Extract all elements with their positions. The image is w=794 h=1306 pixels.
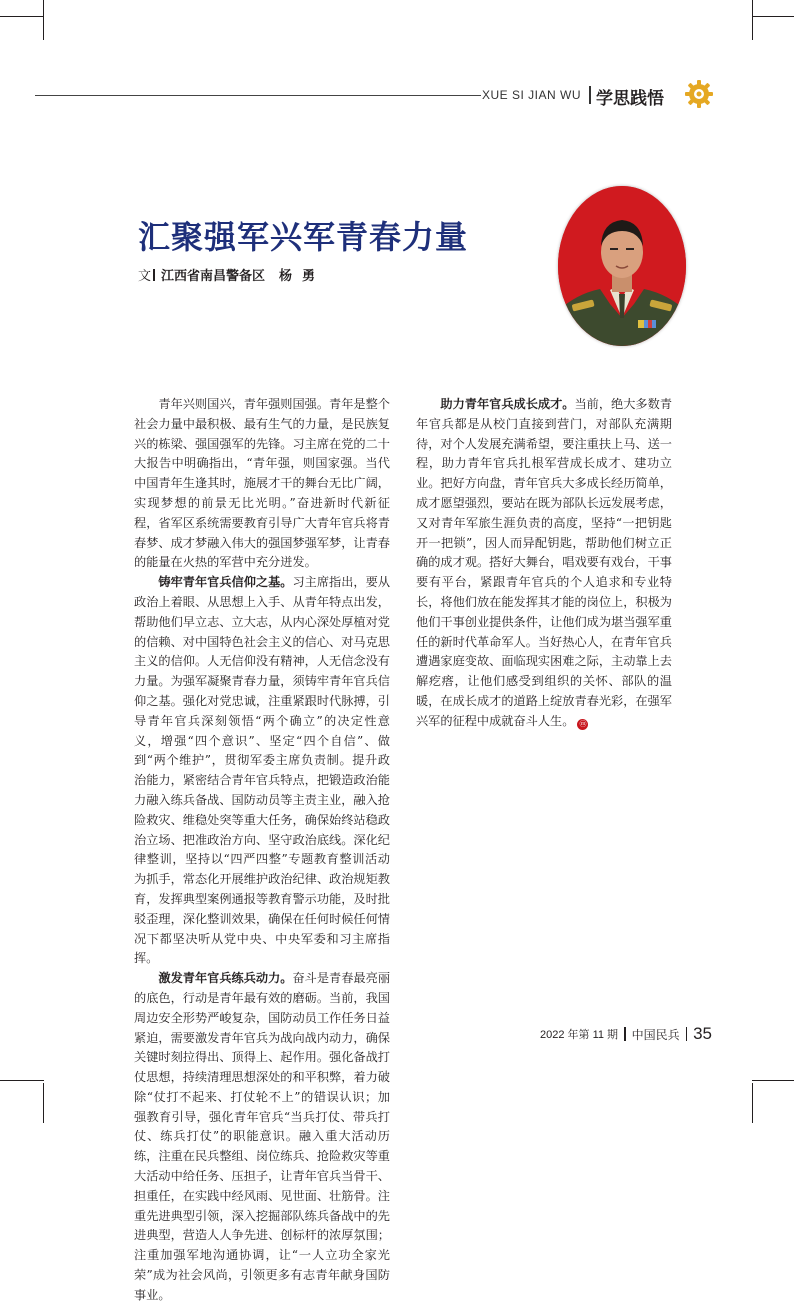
header-divider: [589, 86, 591, 104]
section-heading: 助力青年官兵成长成才。: [440, 397, 575, 411]
section-text: 习主席指出，要从政治上着眼、从思想上入手、从青年特点出发，帮助他们早立志、立大志，从内心深处厚植对党的信赖、对中国特色社会主义的信心、对马克思主义的信仰。人无信仰没有精神，人无信念没有力量。为强军凝聚青春力量，须铸牢青年官兵信仰之基。强化对党忠诚，注重紧跟时代脉搏，引导青年官兵深刻领悟“两个确立”的决定性意义，增强“四个意识”、坚定“四个自信”、做到“两个维护”，贯彻军委主席负责制。提升政治能力，紧密结合青年官兵特点，把锻造政治能力融入练兵备战、国防动员等主责主业，融入抢险救灾、维稳处突等重大任务，确保始终站稳政治立场、把准政治方向、坚守政治底线。深化纪律整训，坚持以“四严四整”专题教育整训活动为抓手，常态化开展维护政治纪律、政治规矩教育，发挥典型案例通报等教育警示功能，及时批驳歪理，深化整训效果，确保在任何时候任何情况下都坚决听从党中央、中央军委和习主席指挥。: [134, 575, 391, 966]
page-footer: [540, 1024, 712, 1044]
page-number: 35: [693, 1024, 712, 1043]
crop-mark: [0, 1080, 44, 1081]
author-name: 杨勇: [279, 269, 326, 284]
column-name-cn: 学思践悟: [596, 89, 664, 109]
article-title: 汇聚强军兴军青春力量: [138, 218, 469, 256]
section-paragraph: [134, 969, 390, 1306]
section-text: 当前，绝大多数青年官兵都是从校门直接到营门，对部队充满期待，对个人发展充满希望，要注重扶上马、送一程，助力青年官兵扎根军营成长成才、建功立业。把好方向盘，青年官兵大多成长经历简单，成才愿望强烈，要站在既为部队长远发展考虑，又对青年军旅生涯负责的高度，坚持“一把钥匙开一把锁”，因人而异配钥匙，帮助他们树立正确的成才观。搭好大舞台，唱戏要有戏台，干事要有平台，紧跟青年官兵的个人追求和专业特长，将他们放在能发挥其才能的岗位上，积极为他们干事创业提供条件，让他们成为堪当强军重任的新时代革命军人。当好热心人，在青年官兵遭遇家庭变故、面临现实困难之际，主动靠上去解疙瘩，让他们感受到组织的关怀、部队的温暖，在成长成才的道路上绽放青春光彩，在强军兴军的征程中成就奋斗人生。: [416, 397, 673, 728]
byline-prefix: 文: [138, 269, 152, 284]
byline-divider: [153, 269, 155, 281]
crop-mark: [43, 0, 44, 40]
crop-mark: [752, 1083, 753, 1123]
section-heading: 激发青年官兵练兵动力。: [158, 971, 293, 986]
intro-paragraph: 青年兴则国兴，青年强则国强。青年是整个社会力量中最积极、最有生气的力量，是民族复兴的栋梁、强国强军的先锋。习主席在党的二十大报告中明确指出，“青年强，则国家强。当代中国青年生逢其时，施展才干的舞台无比广阔，实现梦想的前景无比光明。”奋进新时代新征程，省军区系统需要教育引导广大青年官兵将青春梦、成才梦融入伟大的强国梦强军梦，让青春的能量在火热的军营中充分迸发。: [134, 397, 390, 570]
crop-mark: [752, 1080, 794, 1081]
byline: [138, 265, 325, 284]
officer-portrait: [558, 186, 686, 346]
section-text: 奋斗是青春最亮丽的底色，行动是青年最有效的磨砺。当前，我国周边安全形势严峻复杂，国防动员工作任务日益紧迫，需要激发青年官兵为战向战内动力，确保关键时刻拉得出、顶得上、起作用。强化备战打仗思想，持续清理思想深处的和平积弊，着力破除“仗打不起来、打仗轮不上”的错误认识；加强教育引导，强化青年官兵“当兵打仗、带兵打仗、练兵打仗”的职能意识。融入重大活动历练，注重在民兵整组、岗位练兵、抢险救灾等重大活动中给任务、压担子，让青年官兵当骨干、担重任，在实践中经风雨、见世面、壮筋骨。注重先进典型引领，深入挖掘部队练兵备战中的先进典型，营造人人争先进、创标杆的浓厚氛围；注重加强军地沟通协调，让“一人立功全家光荣”成为社会风尚，引领更多有志青年献身国防事业。: [134, 971, 391, 1302]
crop-mark: [43, 1083, 44, 1123]
end-mark-icon: ⓜ: [579, 719, 587, 728]
section-paragraph: [416, 395, 672, 732]
footer-divider: [624, 1027, 626, 1041]
header-rule: [35, 95, 481, 96]
gear-icon: [684, 79, 714, 109]
section-heading: 铸牢青年官兵信仰之基。: [158, 575, 293, 590]
crop-mark: [0, 16, 44, 17]
column-name-en: XUE SI JIAN WU: [482, 88, 582, 102]
crop-mark: [752, 0, 753, 40]
section-paragraph: [134, 573, 390, 969]
text-column-left: [134, 395, 390, 1306]
footer-divider: [686, 1027, 688, 1041]
magazine-name: 中国民兵: [631, 1027, 680, 1042]
crop-mark: [752, 16, 794, 17]
text-column-right: [416, 395, 672, 732]
issue-label: 2022 年第 11 期: [540, 1029, 619, 1041]
author-unit: 江西省南昌警备区: [161, 269, 266, 284]
